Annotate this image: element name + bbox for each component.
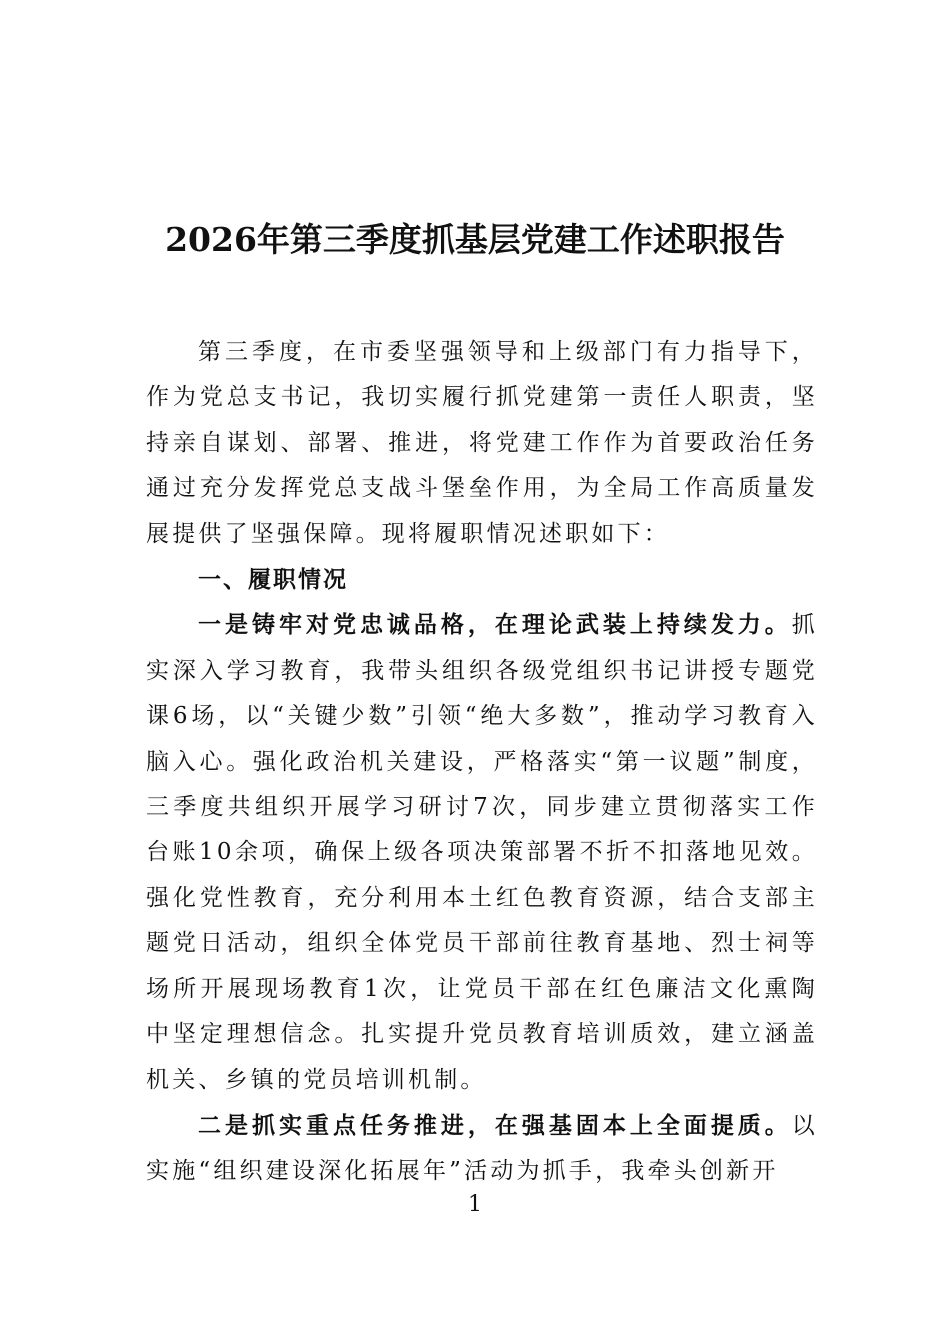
item-two-lead: 二是抓实重点任务推进，在强基固本上全面提质。 xyxy=(198,1111,792,1139)
item-one-paragraph xyxy=(146,602,818,1102)
item-two-text: 以实施“组织建设深化拓展年”活动为抓手，我牵头创新开 xyxy=(146,1112,818,1185)
page-number: 1 xyxy=(468,1192,482,1217)
item-two-paragraph xyxy=(146,1103,818,1195)
item-one-text: 抓实深入学习教育，我带头组织各级党组织书记讲授专题党课6场，以“关键少数”引领“绝大多数”，推动学习教育入脑入心。强化政治机关建设，严格落实“第一议题”制度，三季度共组织开展学习研讨7次，同步建立贯彻落实工作台账10余项，确保上级各项决策部署不折不扣落地见效。强化党性教育，充分利用本土红色教育资源，结合支部主题党日活动，组织全体党员干部前往教育基地、烈士祠等场所开展现场教育1次，让党员干部在红色廉洁文化熏陶中坚定理想信念。扎实提升党员教育培训质效，建立涵盖机关、乡镇的党员培训机制。 xyxy=(146,612,818,1093)
section-heading: 一、履职情况 xyxy=(198,566,348,594)
document-title: 2026年第三季度抓基层党建工作述职报告 xyxy=(165,220,785,260)
intro-paragraph: 第三季度，在市委坚强领导和上级部门有力指导下，作为党总支书记，我切实履行抓党建第一责任人职责，坚持亲自谋划、部署、推进，将党建工作作为首要政治任务通过充分发挥党总支战斗堡垒作用，为全局工作高质量发展提供了坚强保障。现将履职情况述职如下： xyxy=(146,339,818,547)
item-one-lead: 一是铸牢对党忠诚品格，在理论武装上持续发力。 xyxy=(198,611,792,639)
document-body xyxy=(146,330,818,1195)
